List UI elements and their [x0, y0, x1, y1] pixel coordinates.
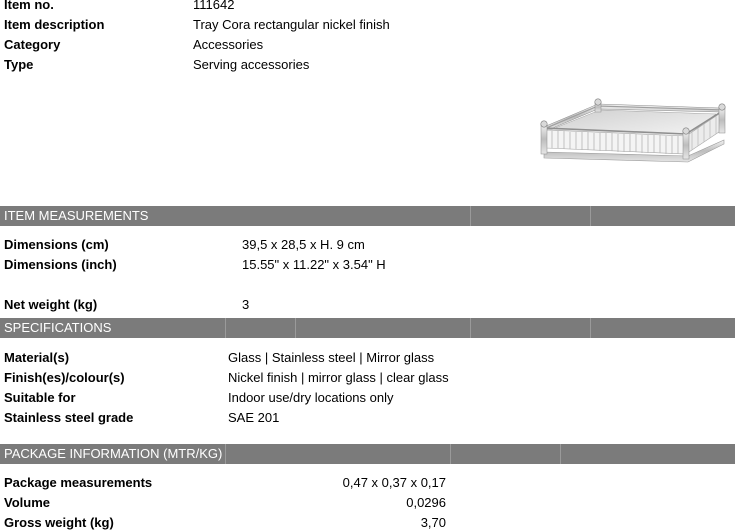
- category-label: Category: [4, 37, 61, 52]
- dimensions-cm-label: Dimensions (cm): [4, 237, 109, 252]
- item-description-label: Item description: [4, 17, 105, 32]
- category-value: Accessories: [193, 37, 264, 52]
- finish-colour-label: Finish(es)/colour(s): [4, 370, 125, 385]
- gross-weight-value: 3,70: [420, 515, 446, 530]
- package-measurements-value: 0,47 x 0,37 x 0,17: [342, 475, 446, 490]
- net-weight-label: Net weight (kg): [4, 297, 98, 312]
- band-divider: [470, 206, 471, 226]
- item-measurements-header: [0, 206, 735, 226]
- band-divider: [225, 444, 226, 464]
- band-divider: [450, 444, 451, 464]
- materials-label: Material(s): [4, 350, 70, 365]
- band-divider: [295, 318, 296, 338]
- suitable-for-label: Suitable for: [4, 390, 76, 405]
- steel-grade-label: Stainless steel grade: [4, 410, 134, 425]
- dimensions-inch-label: Dimensions (inch): [4, 257, 117, 272]
- materials-value: Glass | Stainless steel | Mirror glass: [228, 350, 435, 365]
- suitable-for-value: Indoor use/dry locations only: [228, 390, 394, 405]
- band-divider: [225, 318, 226, 338]
- net-weight-value: 3: [242, 297, 250, 312]
- band-divider: [590, 206, 591, 226]
- steel-grade-value: SAE 201: [228, 410, 280, 425]
- item-measurements-title: ITEM MEASUREMENTS: [4, 208, 149, 223]
- volume-label: Volume: [4, 495, 50, 510]
- dimensions-inch-value: 15.55" x 11.22" x 3.54" H: [242, 257, 386, 272]
- volume-value: 0,0296: [406, 495, 446, 510]
- package-information-header: [0, 444, 735, 464]
- band-divider: [590, 318, 591, 338]
- type-value: Serving accessories: [193, 57, 310, 72]
- product-image-tray: [538, 96, 728, 176]
- type-label: Type: [4, 57, 34, 72]
- gross-weight-label: Gross weight (kg): [4, 515, 114, 530]
- item-description-value: Tray Cora rectangular nickel finish: [193, 17, 390, 32]
- finish-colour-value: Nickel finish | mirror glass | clear glass: [228, 370, 449, 385]
- package-information-title: PACKAGE INFORMATION (MTR/KG): [4, 446, 223, 461]
- specifications-title: SPECIFICATIONS: [4, 320, 112, 335]
- package-measurements-label: Package measurements: [4, 475, 153, 490]
- item-no-value: 111642: [193, 0, 235, 12]
- item-no-label: Item no.: [4, 0, 54, 12]
- band-divider: [470, 318, 471, 338]
- band-divider: [560, 444, 561, 464]
- specifications-header: [0, 318, 735, 338]
- dimensions-cm-value: 39,5 x 28,5 x H. 9 cm: [242, 237, 365, 252]
